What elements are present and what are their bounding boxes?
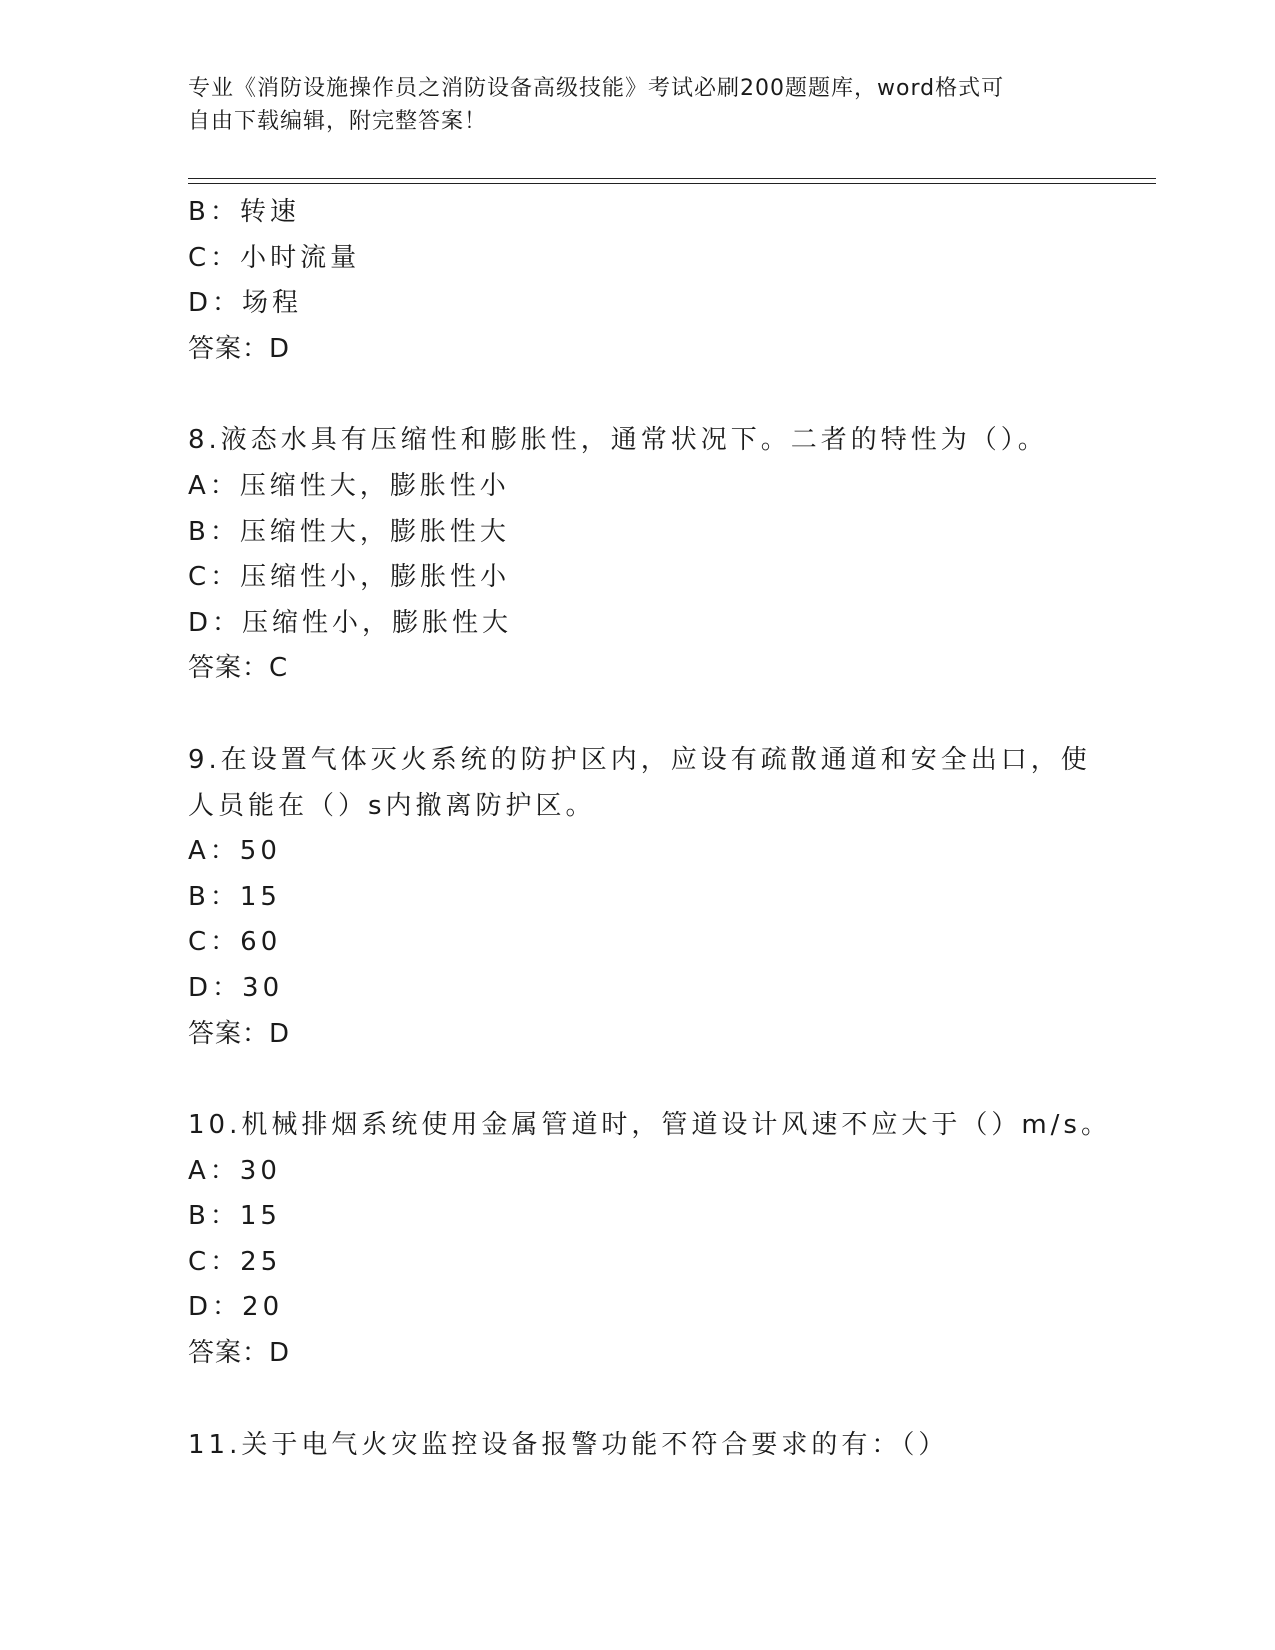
question-9	[188, 738, 1091, 1057]
question-list	[188, 190, 1111, 1468]
option-c: C：压缩性小，膨胀性小	[188, 562, 511, 593]
answer: 答案：D	[188, 1018, 291, 1049]
option-a: A：50	[188, 836, 281, 867]
option-b: B：15	[188, 1201, 281, 1232]
question-11	[188, 1423, 1088, 1469]
question-stem: 11.关于电气火灾监控设备报警功能不符合要求的有：（）	[188, 1429, 949, 1460]
question-stem: 8.液态水具有压缩性和膨胀性，通常状况下。二者的特性为（）。	[188, 425, 1048, 456]
question-7-tail	[188, 190, 1088, 372]
answer: 答案：C	[188, 653, 289, 684]
answer: 答案：D	[188, 1338, 291, 1369]
question-stem-line-2: 人员能在（）s内撤离防护区。	[188, 790, 596, 821]
option-d: D：20	[188, 1292, 284, 1323]
document-header	[188, 72, 1088, 138]
question-stem-line-1: 9.在设置气体灭火系统的防护区内，应设有疏散通道和安全出口，使	[188, 744, 1091, 775]
option-a: A：30	[188, 1155, 281, 1186]
header-divider	[188, 178, 1156, 184]
option-d: D：场程	[188, 288, 303, 319]
option-d: D：30	[188, 972, 284, 1003]
option-a: A：压缩性大，膨胀性小	[188, 470, 510, 501]
question-stem: 10.机械排烟系统使用金属管道时，管道设计风速不应大于（）m/s。	[188, 1110, 1111, 1141]
question-10	[188, 1103, 1111, 1377]
header-line-2: 自由下载编辑，附完整答案！	[188, 109, 488, 134]
option-b: B：压缩性大，膨胀性大	[188, 516, 510, 547]
header-line-1: 专业《消防设施操作员之消防设备高级技能》考试必刷200题题库，word格式可	[188, 76, 1005, 101]
answer: 答案：D	[188, 333, 291, 364]
question-8	[188, 418, 1088, 692]
option-d: D：压缩性小，膨胀性大	[188, 607, 513, 638]
option-b: B：转速	[188, 197, 300, 227]
option-b: B：15	[188, 881, 281, 912]
option-c: C：25	[188, 1246, 282, 1277]
option-c: C：小时流量	[188, 242, 361, 273]
option-c: C：60	[188, 927, 282, 958]
